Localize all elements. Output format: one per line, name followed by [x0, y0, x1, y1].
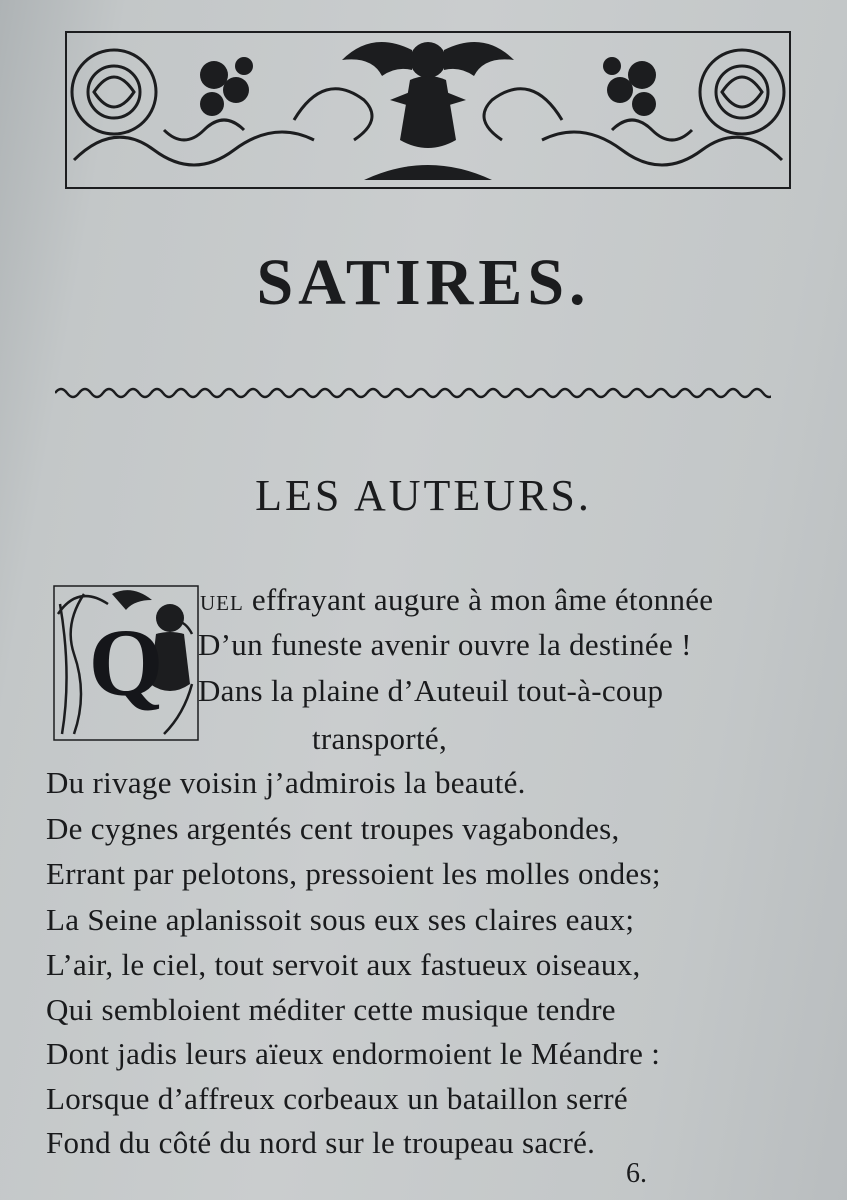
verse-line: Qui sembloient méditer cette musique tendre [46, 992, 616, 1027]
wavy-rule-divider [55, 386, 771, 400]
verse-line: De cygnes argentés cent troupes vagabondes, [46, 811, 620, 846]
verse-line: La Seine aplanissoit sous eux ses claires eaux; [46, 902, 635, 937]
verse-line: L’air, le ciel, tout servoit aux fastueux oiseaux, [46, 947, 641, 982]
verse-line-runover: transporté, [312, 721, 448, 756]
verse-line: Dans la plaine d’Auteuil tout-à-coup [198, 673, 664, 708]
page-number: 6. [626, 1158, 647, 1189]
verse-line: Dont jadis leurs aïeux endormoient le Méandre : [46, 1036, 661, 1071]
ornamental-drop-cap [52, 584, 200, 742]
verse-line-text: effrayant augure à mon âme étonnée [243, 582, 714, 617]
page-title: SATIRES. [256, 246, 591, 319]
verse-line: Errant par pelotons, pressoient les molles ondes; [46, 856, 661, 891]
section-heading: LES AUTEURS. [255, 471, 592, 520]
verse-line: D’un funeste avenir ouvre la destinée ! [198, 627, 692, 662]
drop-cap-letter: Q [88, 609, 164, 716]
verse-line: Fond du côté du nord sur le troupeau sacré. [46, 1125, 596, 1160]
small-caps-word: UEL [200, 591, 244, 615]
verse-line [200, 582, 713, 618]
verse-line: Lorsque d’affreux corbeaux un bataillon serré [46, 1081, 628, 1116]
ornamental-headpiece [64, 30, 792, 190]
verse-line: Du rivage voisin j’admirois la beauté. [46, 765, 526, 800]
